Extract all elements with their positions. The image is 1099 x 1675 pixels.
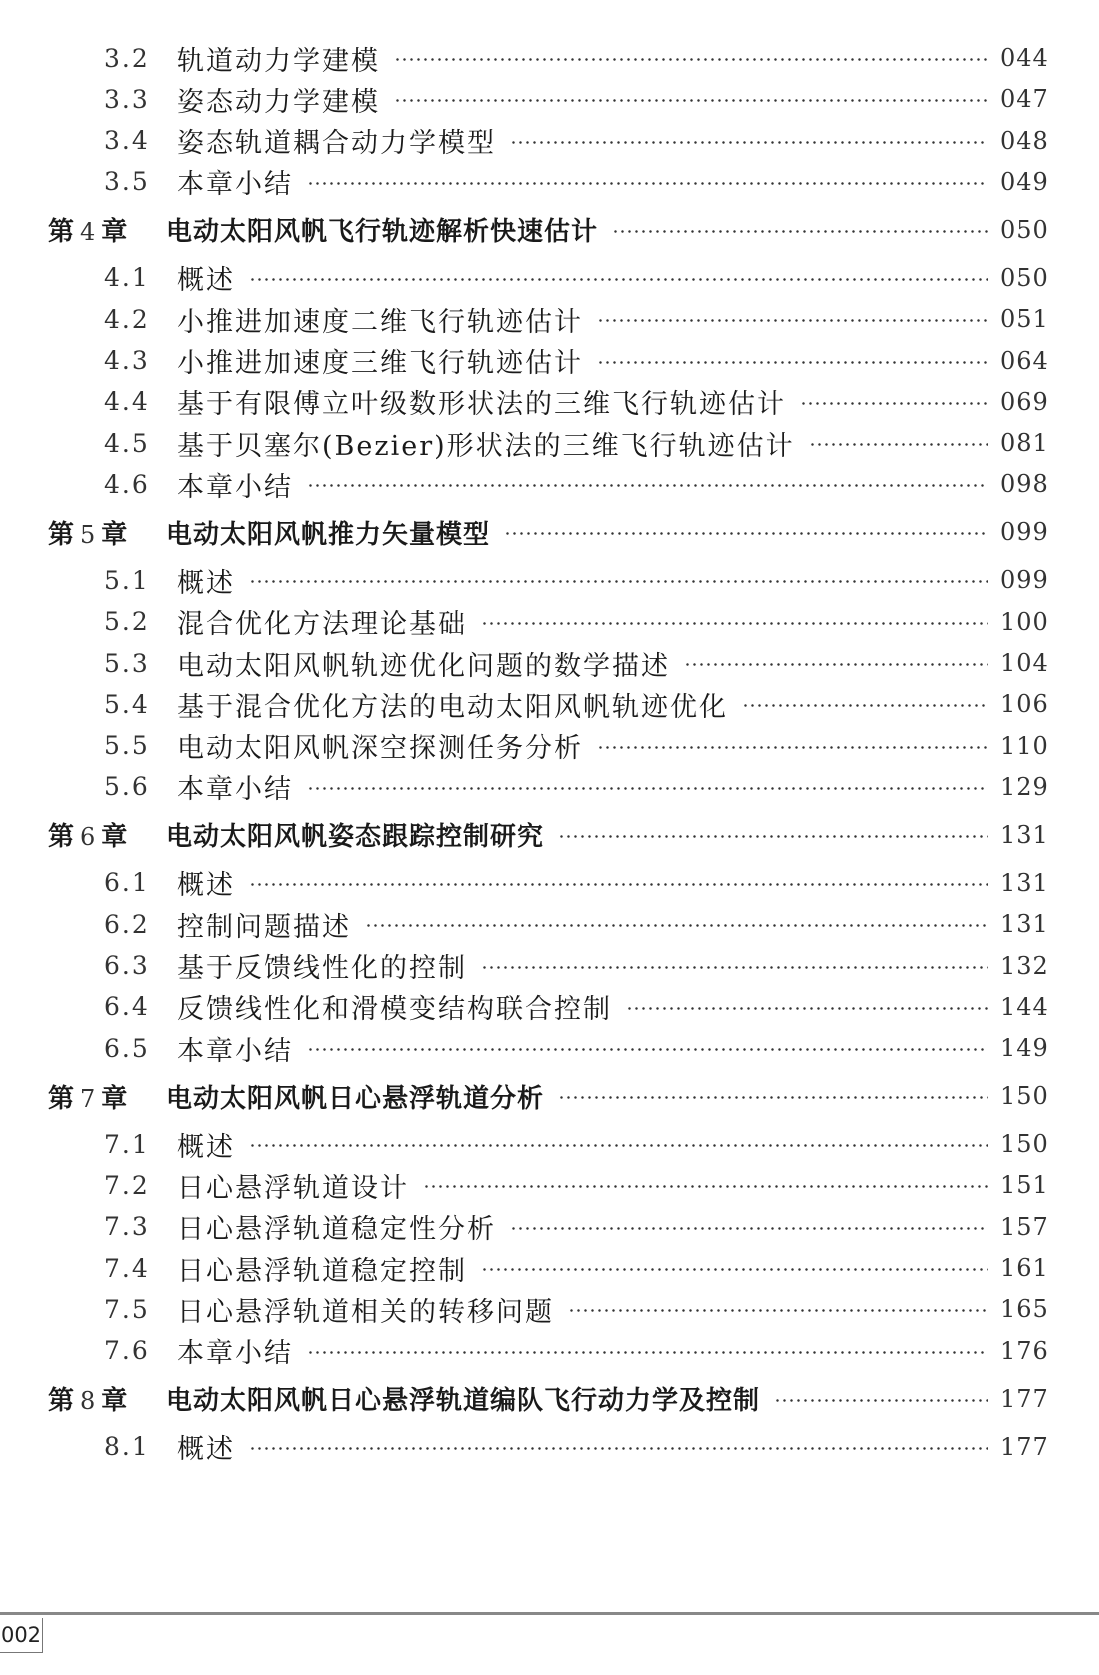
section-title: 概述: [177, 265, 235, 297]
page-ref: 110: [1000, 731, 1049, 760]
chapter-suffix: 章: [101, 1083, 128, 1114]
page-ref: 131: [1000, 910, 1049, 939]
section-number: 4.4: [104, 387, 150, 417]
section-title: 本章小结: [177, 1035, 293, 1067]
toc-section-entry[interactable]: [0, 682, 1099, 726]
section-number: 6.2: [104, 909, 150, 939]
toc-section-entry[interactable]: [0, 1205, 1099, 1249]
section-number: 5.4: [104, 689, 150, 719]
toc-section-entry[interactable]: [0, 724, 1099, 768]
page-ref: 049: [1000, 167, 1049, 196]
toc-section-entry[interactable]: [0, 600, 1099, 644]
section-title: 本章小结: [177, 169, 293, 201]
section-number: 3.5: [104, 167, 150, 197]
leader-dots: [423, 1185, 988, 1188]
leader-dots: [307, 1048, 988, 1051]
section-title: 姿态轨道耦合动力学模型: [177, 128, 496, 160]
page-ref: 176: [1000, 1336, 1049, 1365]
leader-dots: [307, 182, 988, 185]
leader-dots: [510, 141, 988, 144]
footer-rule: [0, 1612, 1099, 1615]
page-ref: 132: [1000, 951, 1049, 980]
section-number: 7.1: [104, 1129, 150, 1159]
leader-dots: [504, 532, 988, 535]
toc-section-entry[interactable]: [0, 861, 1099, 905]
chapter-title: 电动太阳风帆推力矢量模型: [166, 519, 491, 550]
page-ref: 165: [1000, 1295, 1049, 1324]
page-ref: 131: [1000, 820, 1049, 849]
toc-section-entry[interactable]: [0, 421, 1099, 465]
page-ref: 150: [1000, 1082, 1049, 1111]
page-ref: 177: [1000, 1384, 1049, 1413]
section-number: 5.3: [104, 648, 150, 678]
page-ref: 050: [1000, 215, 1049, 244]
page-ref: 099: [1000, 566, 1049, 595]
leader-dots: [684, 663, 988, 666]
section-title: 本章小结: [177, 774, 293, 806]
toc-section-entry[interactable]: [0, 1163, 1099, 1207]
chapter-number: [48, 1380, 168, 1417]
toc-section-entry[interactable]: [0, 558, 1099, 602]
leader-dots: [481, 1268, 988, 1271]
leader-dots: [612, 230, 988, 233]
chapter-title: 电动太阳风帆姿态跟踪控制研究: [166, 822, 545, 853]
section-title: 电动太阳风帆深空探测任务分析: [177, 733, 583, 765]
toc-section-entry[interactable]: [0, 36, 1099, 80]
section-title: 本章小结: [177, 1338, 293, 1370]
leader-dots: [394, 99, 988, 102]
chapter-suffix: 章: [101, 1386, 128, 1417]
section-number: 4.3: [104, 346, 150, 375]
section-number: 4.2: [104, 304, 150, 334]
leader-dots: [626, 1007, 988, 1010]
toc-section-entry[interactable]: [0, 1287, 1099, 1331]
section-number: 7.5: [104, 1294, 150, 1324]
toc-section-entry[interactable]: [0, 256, 1099, 300]
chapter-digit: 7: [80, 1084, 96, 1113]
page-ref: 069: [1000, 387, 1049, 416]
leader-dots: [307, 787, 988, 790]
leader-dots: [800, 402, 988, 405]
section-title: 控制问题描述: [177, 911, 351, 943]
section-title: 概述: [177, 567, 235, 599]
chapter-title: 电动太阳风帆飞行轨迹解析快速估计: [166, 217, 599, 248]
chapter-suffix: 章: [101, 217, 128, 248]
leader-dots: [365, 924, 988, 927]
toc-chapter-entry[interactable]: [0, 208, 1099, 252]
section-title: 日心悬浮轨道稳定控制: [177, 1255, 467, 1287]
chapter-prefix: 第: [48, 519, 75, 550]
chapter-prefix: 第: [48, 1083, 75, 1114]
page-ref: 151: [1000, 1171, 1049, 1200]
toc-section-entry[interactable]: [0, 297, 1099, 341]
chapter-suffix: 章: [101, 822, 128, 853]
section-number: 4.5: [104, 428, 150, 458]
chapter-prefix: 第: [48, 1386, 75, 1417]
leader-dots: [307, 1351, 988, 1354]
leader-dots: [249, 1447, 988, 1450]
toc-section-entry[interactable]: [0, 902, 1099, 946]
chapter-number: [48, 514, 168, 551]
section-number: 6.3: [104, 951, 150, 980]
section-title: 日心悬浮轨道稳定性分析: [177, 1214, 496, 1246]
chapter-prefix: 第: [48, 217, 75, 248]
section-title: 姿态动力学建模: [177, 86, 380, 118]
section-number: 6.5: [104, 1033, 150, 1063]
page-ref: 104: [1000, 649, 1049, 677]
leader-dots: [249, 278, 988, 281]
page-ref: 048: [1000, 126, 1049, 155]
toc-section-entry[interactable]: [0, 765, 1099, 809]
section-number: 7.3: [104, 1212, 150, 1242]
section-number: 7.2: [104, 1170, 150, 1200]
chapter-digit: 4: [80, 218, 96, 247]
page-ref: 131: [1000, 868, 1049, 897]
section-title: 基于贝塞尔(Bezier)形状法的三维飞行轨迹估计: [177, 430, 795, 462]
leader-dots: [394, 58, 988, 61]
section-number: 4.6: [104, 469, 150, 499]
leader-dots: [809, 443, 988, 446]
toc-section-entry[interactable]: [0, 1425, 1099, 1469]
page-ref: 144: [1000, 992, 1049, 1021]
section-number: 5.1: [104, 565, 150, 595]
leader-dots: [249, 883, 988, 886]
section-title: 反馈线性化和滑模变结构联合控制: [177, 994, 612, 1026]
section-number: 6.4: [104, 992, 150, 1022]
chapter-title: 电动太阳风帆日心悬浮轨道编队飞行动力学及控制: [166, 1386, 761, 1417]
section-title: 轨道动力学建模: [177, 45, 380, 77]
section-number: 4.1: [104, 263, 150, 293]
section-title: 日心悬浮轨道相关的转移问题: [177, 1296, 554, 1328]
page-ref: 149: [1000, 1034, 1049, 1063]
page-ref: 044: [1000, 44, 1049, 72]
leader-dots: [568, 1309, 988, 1312]
section-number: 6.1: [104, 868, 150, 898]
toc-section-entry[interactable]: [0, 944, 1099, 988]
page-ref: 100: [1000, 607, 1049, 636]
toc-section-entry[interactable]: [0, 462, 1099, 506]
toc-section-entry[interactable]: [0, 339, 1099, 383]
section-title: 本章小结: [177, 471, 293, 503]
page-ref: 161: [1000, 1254, 1049, 1282]
section-title: 日心悬浮轨道设计: [177, 1172, 409, 1204]
page-ref: 098: [1000, 470, 1049, 499]
toc-chapter-entry[interactable]: [0, 510, 1099, 554]
leader-dots: [597, 319, 988, 322]
chapter-digit: 8: [80, 1387, 96, 1416]
section-title: 小推进加速度三维飞行轨迹估计: [177, 348, 583, 379]
section-title: 电动太阳风帆轨迹优化问题的数学描述: [177, 650, 670, 682]
section-number: 7.6: [104, 1336, 150, 1366]
chapter-suffix: 章: [101, 519, 128, 550]
leader-dots: [510, 1227, 988, 1230]
section-number: 5.5: [104, 731, 150, 761]
chapter-digit: 6: [80, 823, 96, 852]
toc-section-entry[interactable]: [0, 1122, 1099, 1166]
section-title: 概述: [177, 870, 235, 902]
page-ref: 047: [1000, 85, 1049, 114]
toc-chapter-entry[interactable]: [0, 1074, 1099, 1118]
leader-dots: [307, 484, 988, 487]
page-ref: 177: [1000, 1432, 1049, 1461]
leader-dots: [597, 746, 988, 749]
page-ref: 050: [1000, 263, 1049, 292]
section-title: 基于混合优化方法的电动太阳风帆轨迹优化: [177, 691, 728, 723]
leader-dots: [558, 835, 988, 838]
chapter-number: [48, 211, 168, 248]
chapter-prefix: 第: [48, 822, 75, 853]
chapter-title: 电动太阳风帆日心悬浮轨道分析: [166, 1083, 545, 1114]
toc-chapter-entry[interactable]: [0, 813, 1099, 857]
page-number: 002: [0, 1618, 43, 1653]
page-ref: 099: [1000, 518, 1049, 547]
leader-dots: [774, 1399, 988, 1402]
toc-section-entry[interactable]: [0, 160, 1099, 204]
leader-dots: [249, 580, 988, 583]
section-title: 混合优化方法理论基础: [177, 609, 467, 641]
leader-dots: [558, 1096, 988, 1099]
toc-section-entry[interactable]: [0, 1246, 1099, 1290]
chapter-digit: 5: [80, 520, 96, 549]
section-title: 小推进加速度二维飞行轨迹估计: [177, 306, 583, 338]
section-number: 8.1: [104, 1432, 150, 1462]
page-ref: 064: [1000, 346, 1049, 375]
leader-dots: [249, 1144, 988, 1147]
section-number: 3.2: [104, 43, 150, 73]
section-number: 5.6: [104, 772, 150, 802]
section-number: 7.4: [104, 1253, 150, 1283]
toc-section-entry[interactable]: [0, 380, 1099, 424]
page-ref: 106: [1000, 690, 1049, 719]
page-ref: 129: [1000, 772, 1049, 801]
toc-section-entry[interactable]: [0, 641, 1099, 685]
page-ref: 081: [1000, 429, 1049, 458]
section-number: 5.2: [104, 607, 150, 637]
section-title: 基于有限傅立叶级数形状法的三维飞行轨迹估计: [177, 389, 786, 421]
section-title: 基于反馈线性化的控制: [177, 953, 467, 984]
page-ref: 051: [1000, 305, 1049, 334]
toc-section-entry[interactable]: [0, 985, 1099, 1029]
section-title: 概述: [177, 1434, 235, 1466]
toc-section-entry[interactable]: [0, 1026, 1099, 1070]
toc-chapter-entry[interactable]: [0, 1377, 1099, 1421]
toc-section-entry[interactable]: [0, 119, 1099, 163]
leader-dots: [597, 361, 988, 364]
chapter-number: [48, 816, 168, 853]
leader-dots: [481, 622, 988, 625]
section-number: 3.3: [104, 84, 150, 114]
leader-dots: [481, 966, 988, 969]
chapter-number: [48, 1078, 168, 1115]
toc-section-entry[interactable]: [0, 1329, 1099, 1373]
page-ref: 150: [1000, 1130, 1049, 1159]
section-title: 概述: [177, 1131, 235, 1163]
toc-section-entry[interactable]: [0, 77, 1099, 121]
page-ref: 157: [1000, 1212, 1049, 1241]
section-number: 3.4: [104, 126, 150, 156]
leader-dots: [742, 704, 988, 707]
